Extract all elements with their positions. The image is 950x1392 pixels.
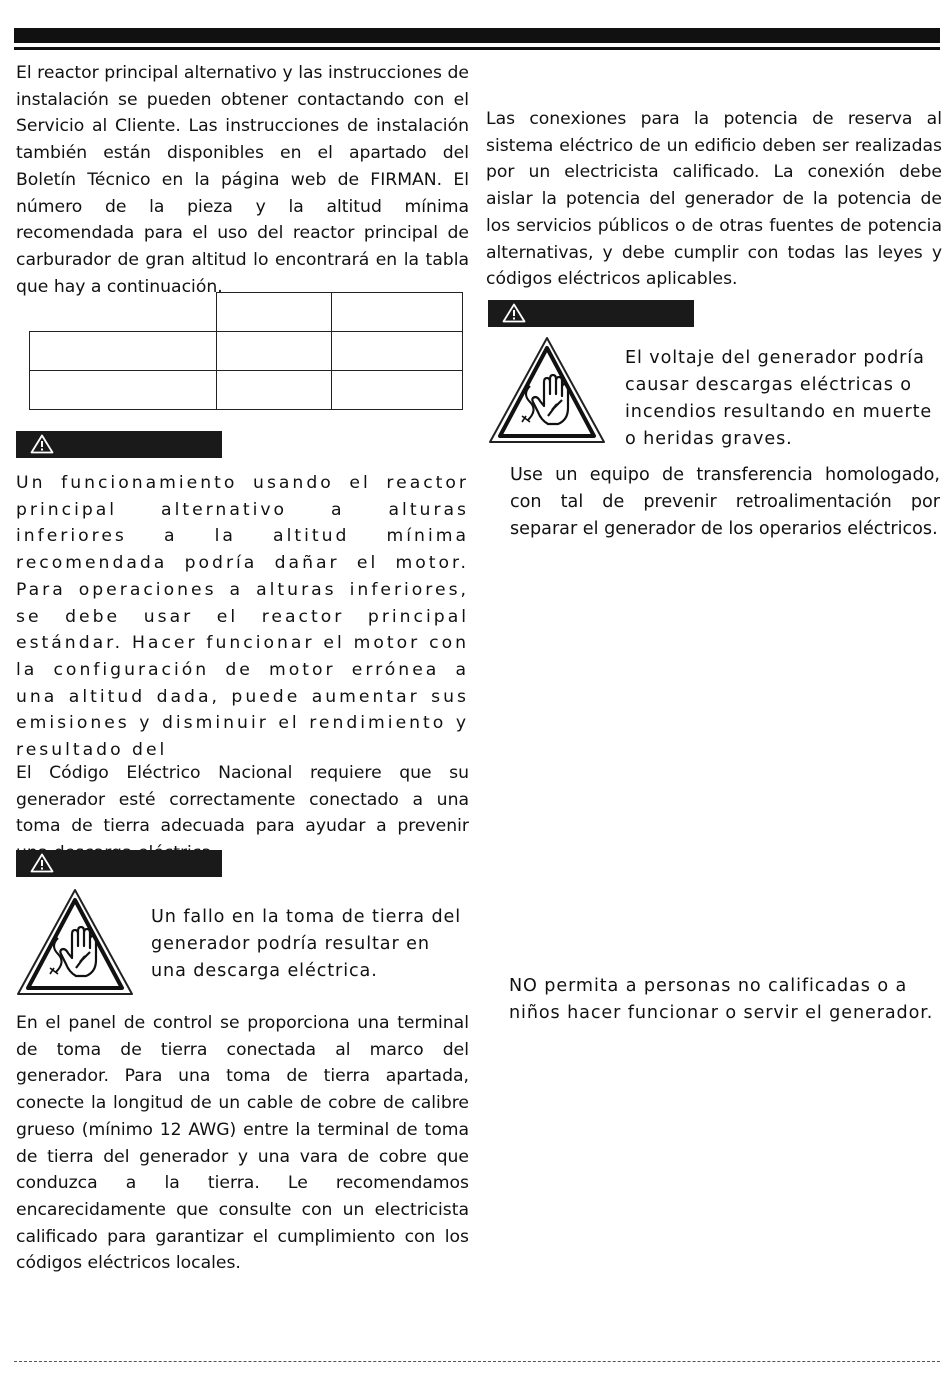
warning-triangle-icon <box>30 853 54 873</box>
ground-instructions-paragraph: En el panel de control se proporciona una terminal de toma de tierra conectada al marco del generador. Para una toma de tierra apartada, conecte la longitud de un cable de cobre de calibre grueso (mínimo 12 AWG) entre la terminal de toma de tierra del generador y una vara de cobre que conduzca a la tierra. Le recomendamos encarecidamente que consulte con un electricista calificado para garantizar el cumplimiento con los códigos eléctricos locales. <box>16 1013 469 1274</box>
warning-bar <box>16 850 222 877</box>
warning-bar <box>488 300 694 327</box>
table-cell <box>331 371 462 410</box>
table-row <box>30 371 463 410</box>
table-cell <box>331 332 462 371</box>
grounding-paragraph: El Código Eléctrico Nacional requiere que su generador esté correctamente conectado a una toma de tierra adecuada para ayudar a prevenir <box>16 763 469 837</box>
table-cell <box>30 371 217 410</box>
electric-shock-hand-icon <box>486 334 608 450</box>
warning-triangle-icon <box>502 303 526 323</box>
table-cell <box>216 371 331 410</box>
ground-warning-text: Un fallo en la toma de tierra del generador podría resultar en una descarga eléctrica. <box>151 907 462 981</box>
electric-shock-hand-icon <box>14 886 136 1002</box>
table-cell <box>30 332 217 371</box>
notice-bar <box>16 431 222 458</box>
table-cell <box>331 293 462 332</box>
warning-triangle-icon <box>30 434 54 454</box>
footer-dashed-rule <box>14 1361 940 1362</box>
table-row <box>30 293 463 332</box>
header-rule <box>14 47 940 50</box>
table-cell <box>30 293 217 332</box>
intro-paragraph: El reactor principal alternativo y las instrucciones de instalación se pueden obtener contactando con el Servicio al Cliente. Las instrucciones de instalación también están disponibles en el apartado del Boletín Técnico en la página web de FIRMAN. El número de la pieza y la altitud mínima recomendada para el uso del reactor principal de carburador de gran altitud lo encontrará en la tabla que hay a continuación. <box>16 63 469 297</box>
transfer-equipment-paragraph: Use un equipo de transferencia homologado, con tal de prevenir retroalimentación por separar el generador de los operarios eléctricos. <box>510 465 940 539</box>
table-row <box>30 332 463 371</box>
voltage-warning-text: El voltaje del generador podría causar descargas eléctricas o incendios resultando en muerte o heridas graves. <box>625 348 933 449</box>
unqualified-persons-text: NO permita a personas no calificadas o a niños hacer funcionar o servir el generador. <box>509 976 934 1023</box>
table-cell <box>216 332 331 371</box>
notice-paragraph: Un funcionamiento usando el reactor principal alternativo a alturas inferiores a la altitud mínima recomendada podría dañar el motor. Para operaciones a alturas inferiores, se debe usar el reactor principal estándar. Hacer funcionar el motor con la configuración de motor errónea a una altitud dada, puede aumentar sus emisiones y disminuir el rendimiento y resultado del <box>16 473 469 761</box>
header-bar <box>14 28 940 43</box>
standby-connections-paragraph: Las conexiones para la potencia de reserva al sistema eléctrico de un edificio deben ser realizadas por un electricista calificado. La conexión debe aislar la potencia del generador de la potencia de los servicios públicos o de otras fuentes de potencia alternativas, y debe cumplir con todas las leyes y códigos eléctricos aplicables. <box>486 109 942 290</box>
altitude-table <box>29 292 463 410</box>
table-cell <box>216 293 331 332</box>
